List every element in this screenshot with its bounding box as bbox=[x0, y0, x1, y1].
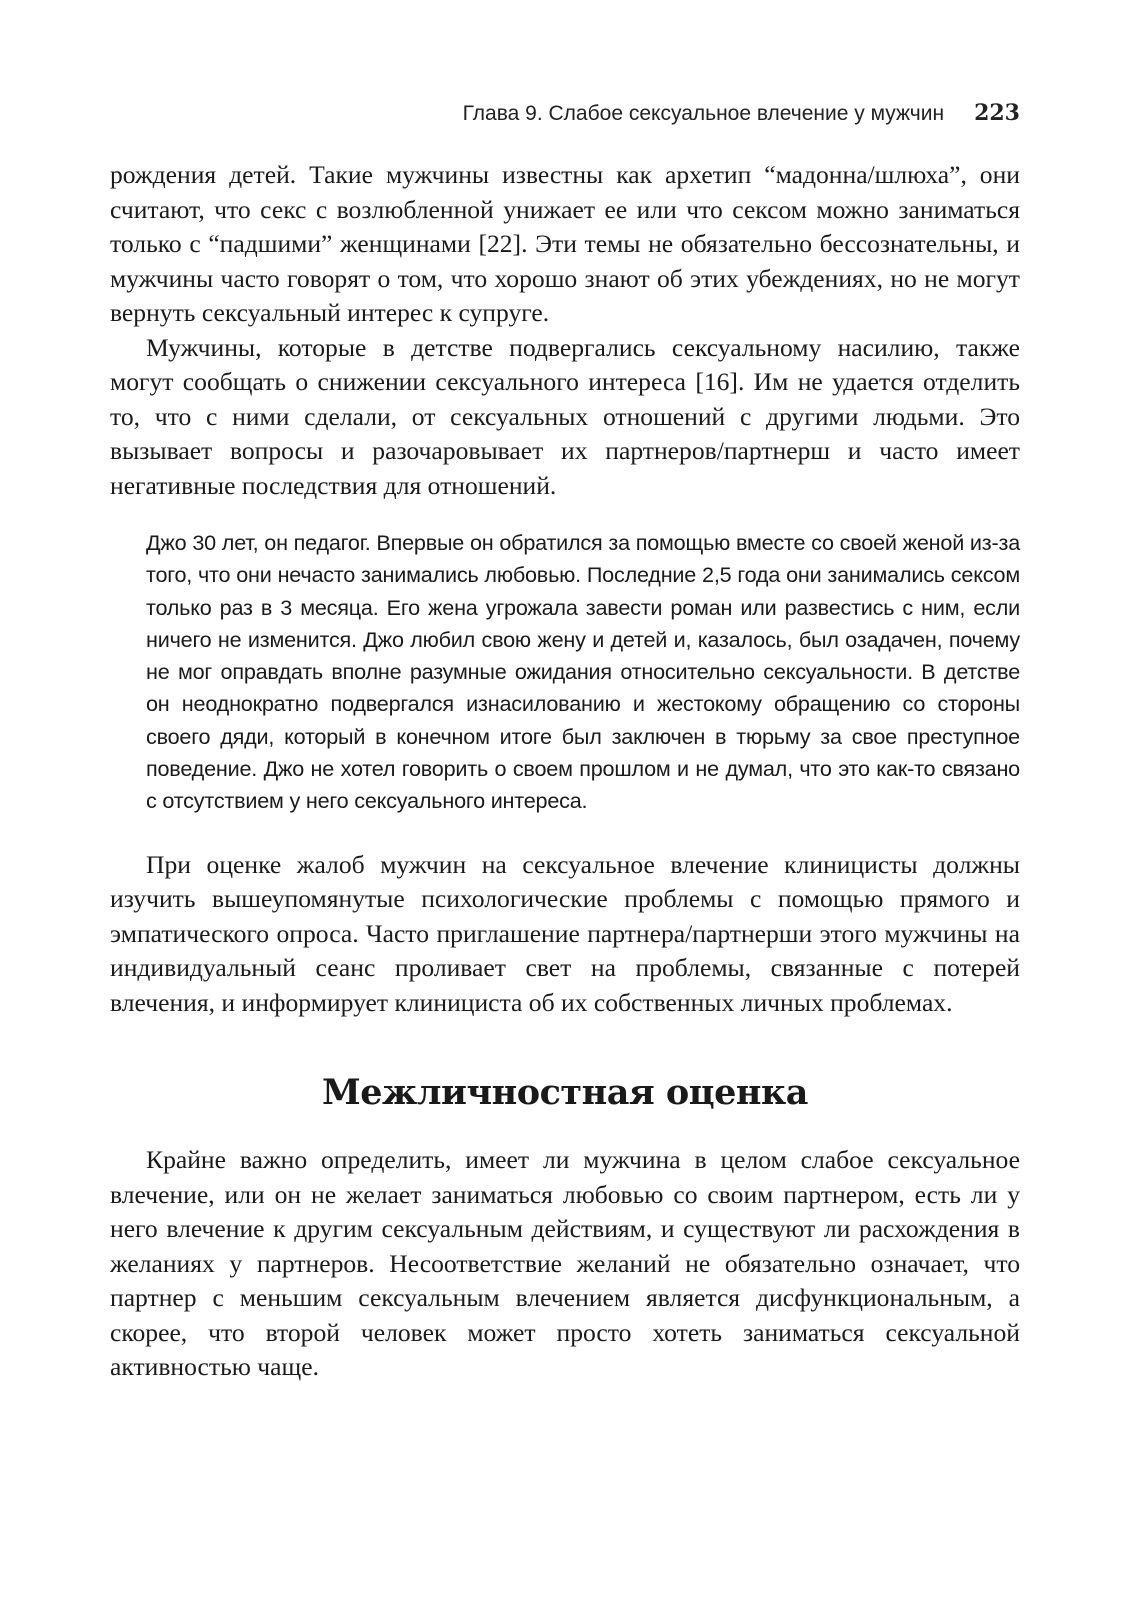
chapter-title: Глава 9. Слабое сексуальное влечение у мужчин bbox=[462, 102, 945, 125]
case-study-example: Джо 30 лет, он педагог. Впервые он обратился за помощью вместе со своей женой из-за того, что они нечасто занимались любовью. Последние 2,5 года они занимались сексом только раз в 3 месяца. Его жена угрожала завести роман или развестись с ним, если ничего не изменится. Джо любил свою жену и детей и, казалось, был озадачен, почему не мог оправдать вполне разумные ожидания относительно сексуальности. В детстве он неоднократно подвергался изнасилованию и жестокому обращению со стороны своего дяди, который в конечном итоге был заключен в тюрьму за свое преступное поведение. Джо не хотел говорить о своем прошлом и не думал, что это как-то связано с отсутствием у него сексуального интереса. bbox=[146, 530, 1020, 814]
paragraph-clinician-assessment: При оценке жалоб мужчин на сексуальное влечение клиницисты должны изучить вышеупомянутые психологические проблемы с помощью прямого и эмпатического опроса. Часто приглашение партнера/партнерши этого мужчины на индивидуальный сеанс проливает свет на проблемы, связанные с потерей влечения, и информирует клинициста об их собственных личных проблемах. bbox=[110, 849, 1020, 1017]
paragraph-interpersonal: Крайне важно определить, имеет ли мужчина в целом слабое сексуальное влечение, или он не желает заниматься любовью со своим партнером, есть ли у него влечение к другим сексуальным действиям, и существуют ли расхождения в желаниях у партнеров. Несоответствие желаний не обязательно означает, что партнер с меньшим сексуальным влечением является дисфункциональным, а скорее, что второй человек может просто хотеть заниматься сексуальной активностью чаще. bbox=[110, 1145, 1020, 1382]
page-body bbox=[110, 158, 1020, 1385]
page-number: 223 bbox=[974, 100, 1020, 126]
section-heading: Межличностная оценка bbox=[322, 1072, 808, 1114]
paragraph-continued: рождения детей. Такие мужчины известны как архетип “мадонна/шлюха”, они считают, что секс с возлюбленной унижает ее или что сексом можно заниматься только с “падшими” женщинами [22]. Эти темы не обязательно бессознательны, и мужчины часто говорят о том, что хорошо знают об этих убеждениях, но не могут вернуть сексуальный интерес к супруге. bbox=[110, 160, 1020, 327]
paragraph-childhood-abuse: Мужчины, которые в детстве подвергались сексуальному насилию, также могут сообщать о снижении сексуального интереса [16]. Им не удается отделить то, что с ними сделали, от сексуальных отношений с другими людьми. Это вызывает вопросы и разочаровывает их партнеров/партнерш и часто имеет негативные последствия для отношений. bbox=[110, 332, 1020, 500]
running-header bbox=[110, 100, 1020, 126]
